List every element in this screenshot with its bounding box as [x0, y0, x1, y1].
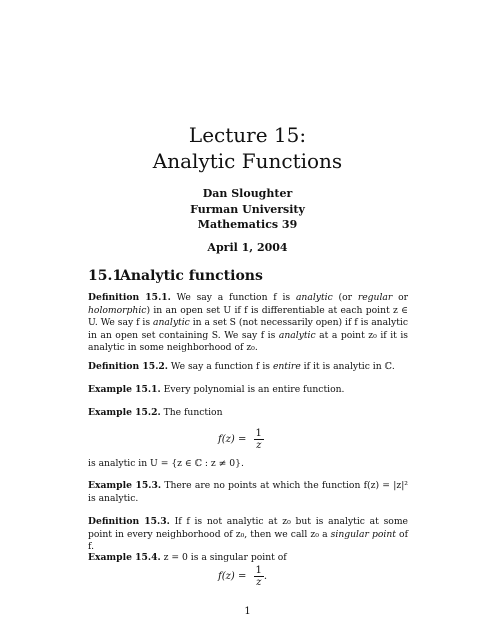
section-title: Analytic functions: [120, 268, 263, 284]
fraction: [254, 428, 264, 451]
formula-f-of-z: [218, 428, 264, 451]
emphasis: holomorphic: [88, 304, 147, 316]
numerator: 1: [255, 428, 262, 439]
definition-15-2: [88, 361, 408, 374]
definition-text: We say a function f is: [170, 361, 273, 372]
emphasis: analytic: [278, 329, 316, 341]
definition-text: in a set S (not necessarily open) if f is analytic in an open set containing S. We say f is: [88, 317, 408, 341]
emphasis: entire: [272, 361, 301, 372]
author-institution: Furman University: [190, 203, 305, 216]
denominator: z: [256, 440, 262, 451]
example-15-1: [88, 384, 408, 397]
numerator: 1: [255, 565, 262, 576]
example-label: Example 15.3.: [88, 480, 162, 491]
example-text: The function: [163, 407, 223, 418]
definition-label: Definition 15.1.: [88, 292, 171, 303]
definition-15-1: [88, 292, 408, 355]
emphasis: regular: [357, 292, 393, 303]
formula-period: .: [263, 571, 268, 582]
title-line-2: Analytic Functions: [152, 149, 343, 173]
example-15-4: [88, 552, 408, 565]
emphasis: singular point: [330, 528, 396, 540]
definition-text: or: [392, 292, 409, 303]
author-name: Dan Sloughter: [202, 187, 293, 200]
formula-f-of-z-2: [218, 565, 267, 588]
section-number: 15.1: [88, 268, 123, 284]
example-label: Example 15.4.: [88, 552, 161, 563]
example-label: Example 15.1.: [88, 384, 161, 395]
author-date: April 1, 2004: [207, 241, 288, 254]
section-heading: [88, 268, 263, 284]
definition-label: Definition 15.2.: [88, 361, 168, 372]
example-text: There are no points at which the function f(z) = |z|² is analytic.: [88, 480, 408, 504]
example-15-2-continued: is analytic in U = {z ∈ ℂ : z ≠ 0}.: [88, 458, 244, 469]
definition-label: Definition 15.3.: [88, 516, 170, 527]
definition-text: of f.: [88, 528, 408, 553]
example-15-3: [88, 480, 408, 505]
example-text: z = 0 is a singular point of: [163, 552, 287, 563]
emphasis: analytic: [295, 292, 333, 303]
formula-lhs: f(z) =: [218, 571, 247, 582]
denominator: z: [256, 577, 262, 588]
example-label: Example 15.2.: [88, 407, 161, 418]
definition-text: We say a function f is: [176, 292, 296, 303]
definition-15-3: [88, 516, 408, 554]
page-number: 1: [244, 606, 251, 617]
title-line-1: Lecture 15:: [188, 123, 307, 147]
definition-text: at a point z₀ if it is analytic in some neighborhood of z₀.: [88, 329, 408, 354]
author-course: Mathematics 39: [197, 218, 298, 231]
definition-text: if it is analytic in ℂ.: [300, 361, 395, 372]
definition-text: (or: [332, 292, 358, 303]
example-text: Every polynomial is an entire function.: [163, 384, 345, 395]
example-15-2: [88, 407, 408, 420]
fraction: [254, 565, 264, 588]
emphasis: analytic: [153, 317, 190, 329]
definition-text: ) in an open set U if f is differentiable at each point z ∈ U. We say f is: [88, 304, 408, 329]
formula-lhs: f(z) =: [218, 434, 247, 445]
definition-text: If f is not analytic at z₀ but is analytic at some point in every neighborhood of z₀, then we call z₀ a: [88, 516, 408, 540]
